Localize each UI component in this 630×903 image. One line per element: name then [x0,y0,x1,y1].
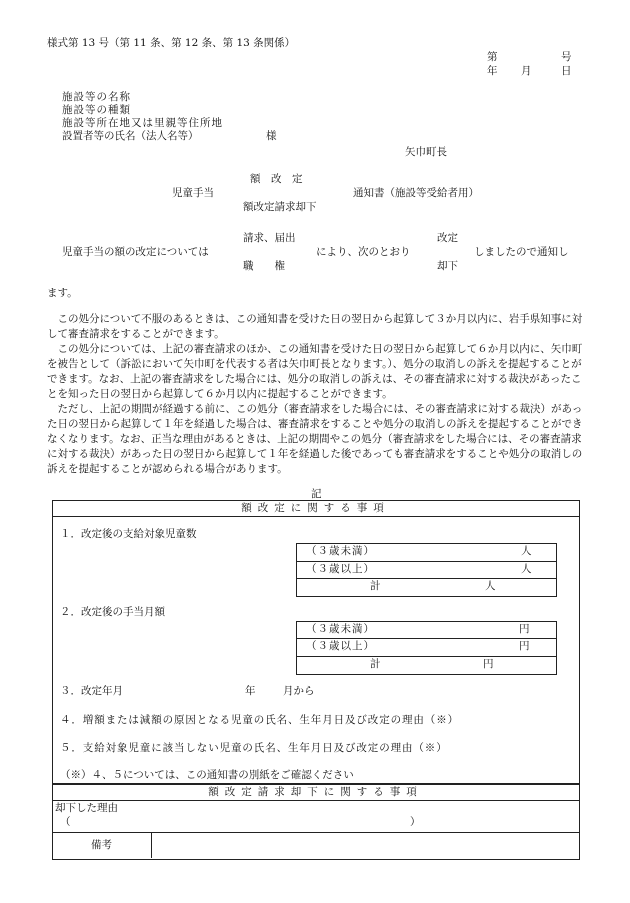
notice-paragraph: この処分について不服のあるときは、この通知書を受けた日の翌日から起算して３か月以内に、岩手県知事に対して審査請求をすることができます。 [47,313,583,340]
item3-year: 年 [245,685,256,697]
title-option-top: 額 改 定 [250,173,303,185]
facility-name-label: 施設等の名称 [62,91,131,103]
statement-opt-b-top: 改定 [437,232,458,244]
title-right: 通知書（施設等受給者用） [353,187,479,199]
title-left: 児童手当 [172,187,214,199]
amount-under3-unit: 円 [519,623,530,635]
honorific: 様 [266,130,277,142]
statement-opt-a-bottom: 職 権 [243,260,285,272]
notice-paragraph: ただし、上記の期間が経過する前に、この処分（審査請求をした場合には、その審査請求に対する裁決）があった日の翌日から起算して１年を経過した場合は、審査請求をすることや処分の取消しの訴えを提起することができなくなります。なお、正当な理由があるときは、上記の期間やこの処分（審査請求をした場合には、その審査請求に対する裁決）があった日の翌日から起算して１年を経過した後であっても審査請求をすることや処分の取消しの訴えを提起することが認められる場合があります。 [47,403,583,475]
divider [296,656,556,657]
founder-name-label: 設置者等の氏名（法人名等） [62,130,199,142]
divider [52,800,579,801]
doc-no-label: 第 [487,51,498,63]
statement-opt-a-top: 請求、届出 [243,232,296,244]
divider [296,638,556,639]
remarks-label: 備考 [91,839,112,851]
issuer: 矢巾町長 [405,146,447,158]
children-total-unit: 人 [485,580,496,592]
children-over3-label: （３歳以上） [306,563,375,575]
statement-tail: しましたので通知し [474,246,569,258]
facility-address-label: 施設等所在地又は里親等住所地 [62,117,223,129]
children-under3-label: （３歳未満） [306,545,375,557]
amount-over3-label: （３歳以上） [306,640,375,652]
date-month: 月 [521,65,532,77]
reason-paren-open: （ [60,816,71,828]
facility-type-label: 施設等の種類 [62,104,131,116]
notices [47,312,585,477]
statement-opt-b-bottom: 却下 [437,260,458,272]
divider [151,832,152,858]
children-total-label: 計 [370,580,381,592]
note: （※）４、５については、この通知書の別紙をご確認ください [60,769,354,781]
children-under3-unit: 人 [521,545,532,557]
ki-mark: 記 [311,488,322,500]
title-option-bottom: 額改定請求却下 [243,201,317,213]
item5-label: ５．支給対象児童に該当しない児童の氏名、生年月日及び改定の理由（※） [60,742,448,754]
form-number: 様式第 13 号（第 11 条、第 12 条、第 13 条関係） [47,37,296,49]
statement-lead: 児童手当の額の改定については [62,246,209,258]
doc-no-suffix: 号 [561,51,572,63]
date-year: 年 [487,65,498,77]
item3-month: 月から [283,685,315,697]
reason-paren-close: ） [410,816,421,828]
divider [296,561,556,562]
children-over3-unit: 人 [521,563,532,575]
rejection-reason-label: 却下した理由 [55,802,118,814]
notice-paragraph: この処分については、上記の審査請求のほか、この通知書を受けた日の翌日から起算して６か月以内に、矢巾町を被告として（訴訟において矢巾町を代表する者は矢巾町長となります。）、処分の取消しの訴えを提起することができます。なお、上記の審査請求をした場合には、処分の取消しの訴えは、その審査請求に対する裁決があったことを知った日の翌日から起算して６か月以内に提起することができます。 [47,343,583,400]
amount-total-label: 計 [370,658,381,670]
revision-header: 額改定に関する事項 [241,502,390,514]
statement-middle: により、次のとおり [316,246,411,258]
date-day: 日 [561,65,572,77]
divider [52,832,579,833]
item3-label: ３．改定年月 [60,685,123,697]
item4-label: ４．増額または減額の原因となる児童の氏名、生年月日及び改定の理由（※） [60,714,459,726]
divider [52,516,579,517]
amount-under3-label: （３歳未満） [306,623,375,635]
item1-label: １．改定後の支給対象児童数 [60,528,197,540]
rejection-header: 額改定請求却下に関する事項 [208,786,423,798]
statement-continuation: ます。 [47,287,78,299]
amount-over3-unit: 円 [519,640,530,652]
amount-total-unit: 円 [483,658,494,670]
divider [296,578,556,579]
item2-label: ２．改定後の手当月額 [60,606,165,618]
